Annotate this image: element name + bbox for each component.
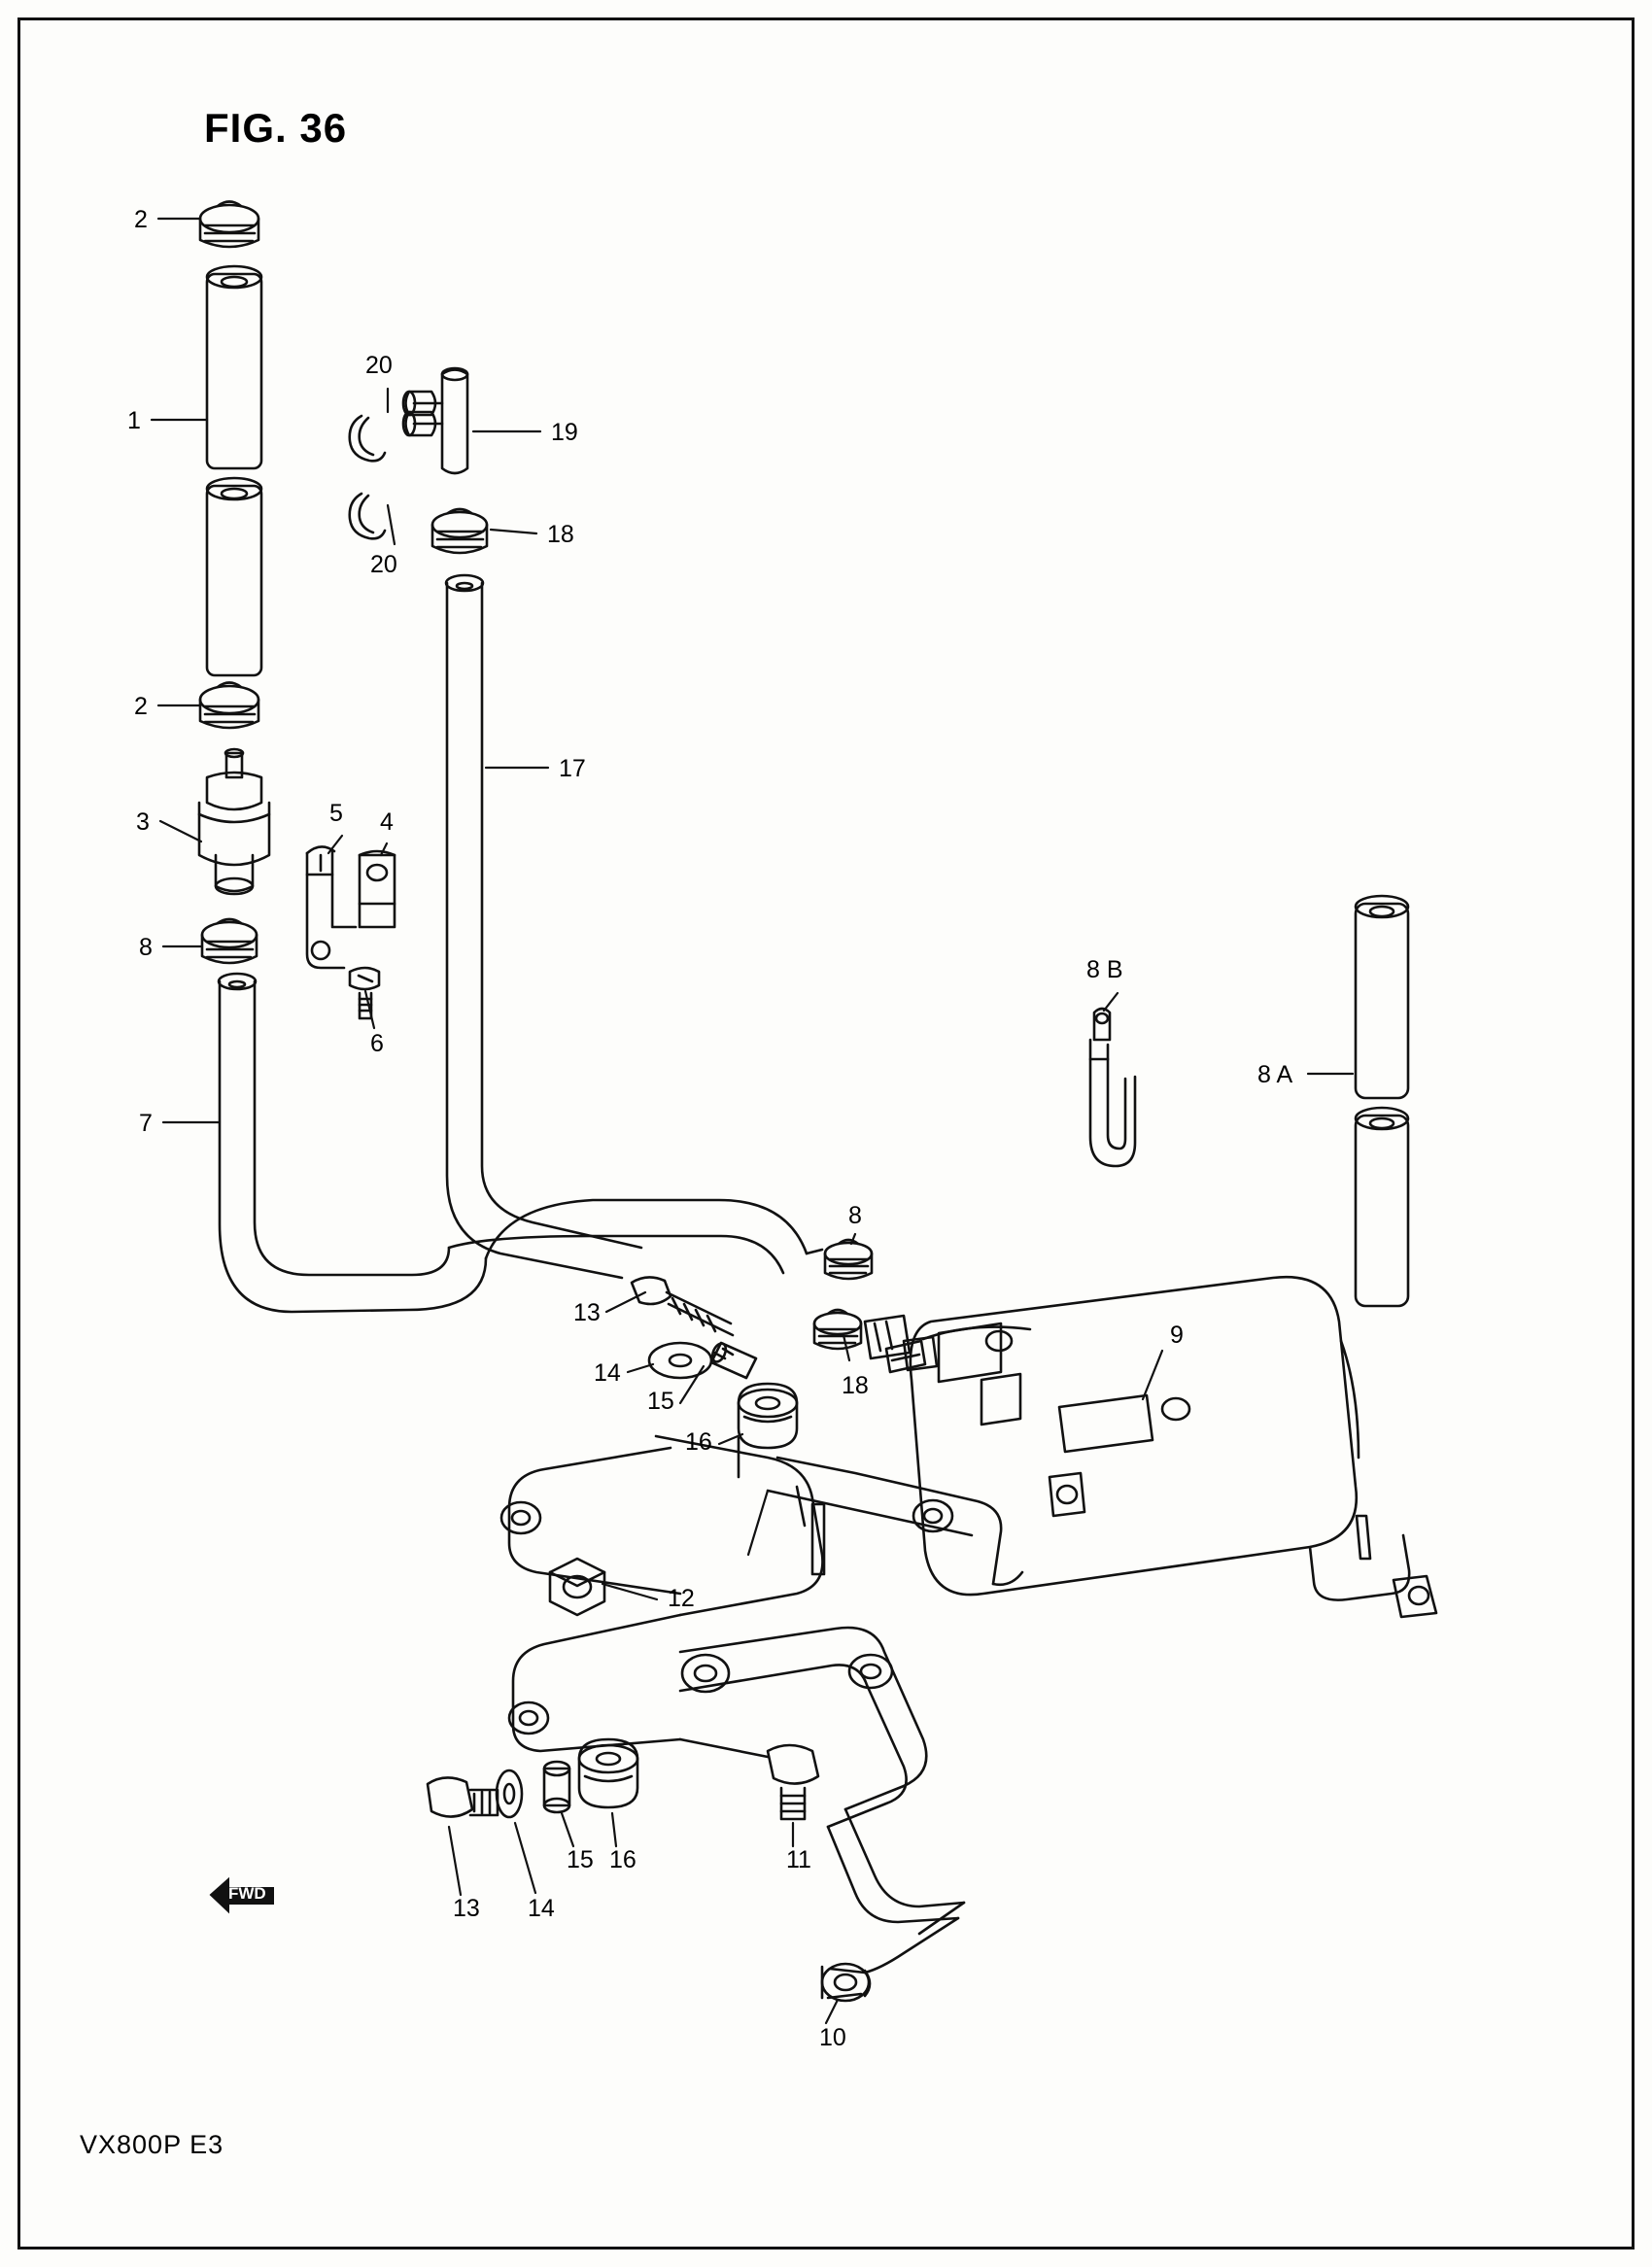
part-6-screw — [350, 968, 379, 1018]
part-14-washer-lower — [497, 1770, 522, 1817]
part-16-grommet-upper — [739, 1384, 797, 1448]
part-15-sleeve-upper — [709, 1341, 756, 1378]
callout-18-upper: 18 — [547, 521, 574, 548]
page-title: FIG. 36 — [204, 105, 348, 151]
callout-4: 4 — [380, 808, 394, 836]
part-20-clip-lower — [350, 494, 385, 538]
part-11-bolt — [680, 1739, 818, 1819]
part-8-clamp-canister — [825, 1240, 872, 1279]
part-16-grommet-lower — [579, 1739, 637, 1807]
part-12-nut — [550, 1559, 604, 1615]
fwd-direction-marker — [209, 1875, 275, 1914]
part-1-fuel-hose — [207, 266, 261, 675]
callout-15-upper: 15 — [647, 1388, 674, 1415]
callout-15-lower: 15 — [567, 1846, 594, 1873]
callout-14-lower: 14 — [528, 1895, 555, 1922]
callout-3: 3 — [136, 808, 150, 836]
bracket-upper-plate — [768, 1458, 1022, 1688]
callout-7: 7 — [139, 1110, 153, 1137]
model-code: VX800P E3 — [80, 2130, 224, 2159]
mounting-bracket-rear — [680, 1628, 964, 2001]
callout-12: 12 — [668, 1585, 695, 1612]
part-18-clamp-upper — [432, 509, 487, 553]
callout-20-lower: 20 — [370, 551, 397, 578]
part-8-clamp-lower-filter — [202, 919, 257, 963]
part-17-vent-hose — [446, 575, 641, 1278]
part-14-washer-upper — [649, 1343, 711, 1378]
callout-13-lower: 13 — [453, 1895, 480, 1922]
callout-13-upper: 13 — [573, 1299, 601, 1326]
part-2-hose-clamp-lower — [200, 683, 258, 729]
part-8B-bracket — [1090, 1009, 1135, 1166]
callout-2-upper: 2 — [134, 206, 148, 233]
leader-lines — [152, 219, 1353, 2023]
callout-16-lower: 16 — [609, 1846, 637, 1873]
part-4-bracket-plate — [360, 851, 395, 927]
callout-9: 9 — [1170, 1322, 1184, 1349]
part-19-three-way-joint — [403, 368, 467, 473]
callout-18-canister: 18 — [842, 1372, 869, 1399]
part-18-clamp-canister — [814, 1310, 861, 1349]
fwd-label: FWD — [228, 1884, 266, 1903]
part-2-hose-clamp-upper — [200, 202, 258, 248]
callout-14-upper: 14 — [594, 1359, 621, 1387]
callout-17: 17 — [559, 755, 586, 782]
callout-8-canister: 8 — [848, 1202, 862, 1229]
part-13-bolt-upper — [632, 1277, 733, 1335]
part-15-sleeve-lower — [544, 1762, 569, 1812]
callout-10: 10 — [819, 2024, 846, 2051]
callout-1: 1 — [127, 407, 141, 434]
part-20-clip-upper — [350, 416, 385, 461]
callout-5: 5 — [329, 800, 343, 827]
callout-2-lower: 2 — [134, 693, 148, 720]
part-8A-hose-pieces — [1356, 896, 1408, 1306]
callout-8B: 8 B — [1086, 956, 1123, 983]
callout-8A: 8 A — [1257, 1061, 1293, 1088]
callout-19: 19 — [551, 419, 578, 446]
callout-8-filter: 8 — [139, 934, 153, 961]
part-13-bolt-lower — [428, 1777, 498, 1816]
callout-20-upper: 20 — [365, 352, 393, 379]
part-3-fuel-filter — [199, 749, 269, 894]
part-5-filter-bracket — [307, 846, 356, 968]
callout-16-upper: 16 — [685, 1428, 712, 1456]
callout-11: 11 — [786, 1846, 811, 1873]
callout-6: 6 — [370, 1030, 384, 1057]
part-17-hose-right-curve — [449, 1200, 807, 1273]
